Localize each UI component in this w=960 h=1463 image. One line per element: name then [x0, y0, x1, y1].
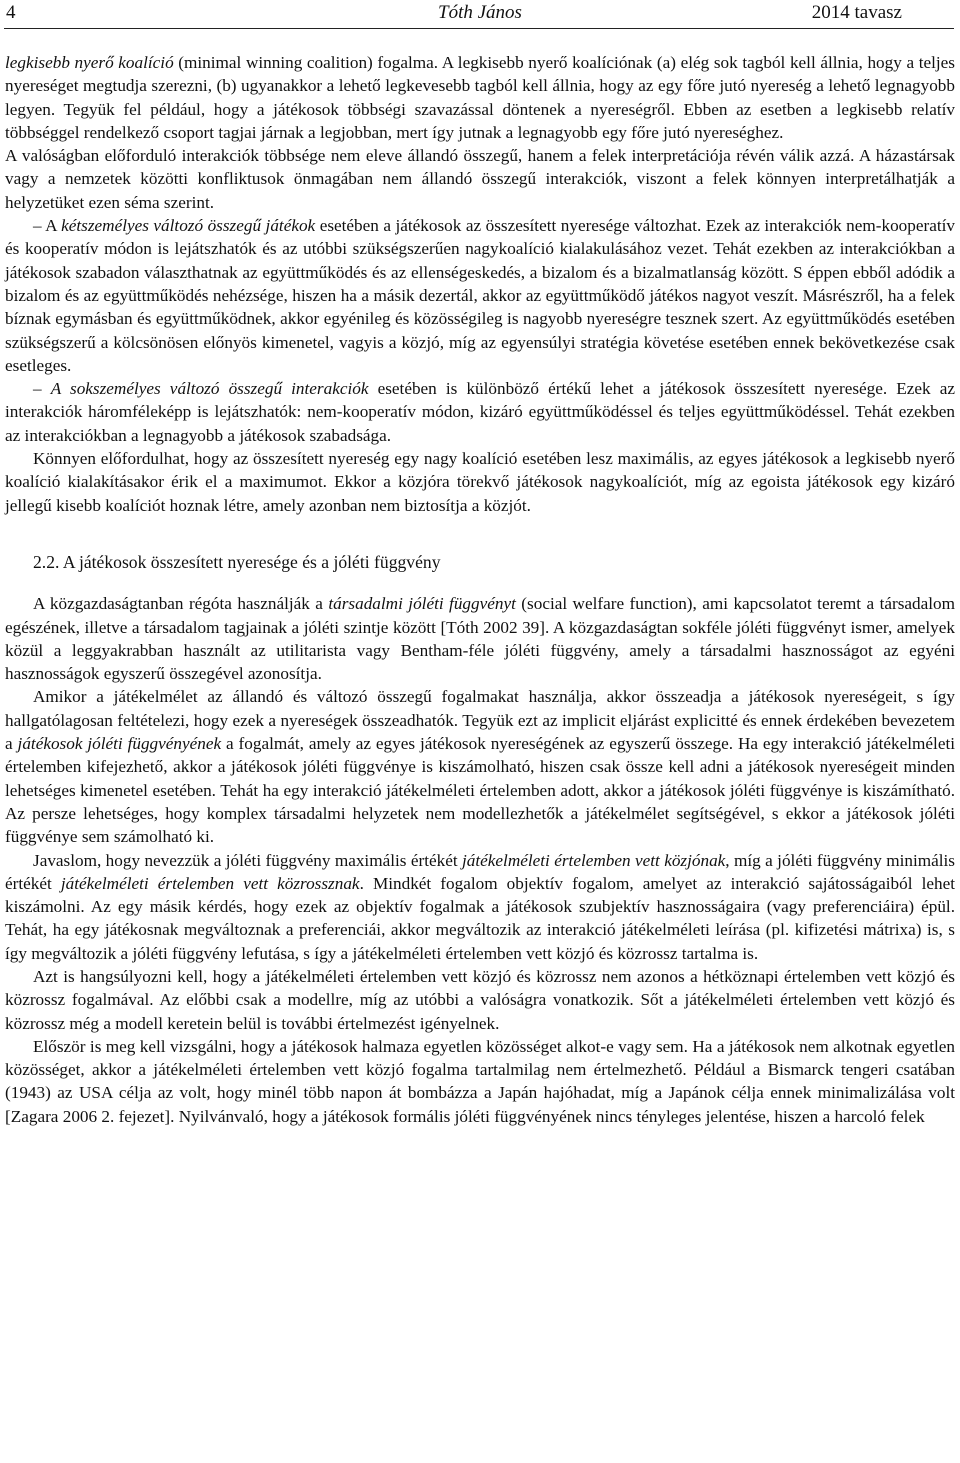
text-run: Először is meg kell vizsgálni, hogy a játékosok halmaza egyetlen közösséget alkot-e vagy sem. Ha a játékosok nem alkotnak egyetlen közösséget, akkor a játékelméleti értelemben vett közjó fogalma tartalmilag nem értelmezhető. Például a Bismarck tengeri csatában (1943) az USA célja az volt, hogy minél több napon át bombázza a Japán hajóhadat, míg a Japánok célja ennek minimalizálása volt [Zagara 2006 2. fejezet]. Nyilvánvaló, hogy a játékosok formális jóléti függvényének nincs tényleges jelentése, hiszen a harcoló felek — [5, 1036, 955, 1126]
italic-term: A sokszemélyes változó összegű interakciók — [50, 379, 369, 399]
paragraph — [5, 1035, 955, 1128]
text-run: , míg a jóléti függvény minimális értékét — [5, 850, 955, 893]
paragraph — [5, 685, 955, 848]
running-header — [0, 0, 960, 26]
paragraph — [5, 447, 955, 517]
paragraph — [5, 51, 955, 144]
page-number: 4 — [6, 2, 16, 23]
paragraph — [5, 592, 955, 685]
italic-term: játékelméleti értelemben vett közjónak — [462, 850, 726, 870]
paragraph — [5, 214, 955, 377]
section-heading: 2.2. A játékosok összesített nyeresége és a jóléti függvény — [33, 551, 441, 572]
italic-term: játékelméleti értelemben vett közrossznak — [60, 873, 360, 893]
text-run: Azt is hangsúlyozni kell, hogy a játékelméleti értelemben vett közjó és közrossz nem azonos a hétköznapi értelemben vett közjó és közrossz fogalmával. Az előbbi csak a modellre, míg az utóbbi a valóságra vonatkozik. Sőt a játékelméleti értelemben vett közjó és közrossz még a modell keretein belül is további értelmezést igényelnek. — [5, 966, 955, 1033]
section-2-text — [5, 592, 955, 1128]
text-run: Javaslom, hogy nevezzük a jóléti függvény maximális értékét — [33, 850, 463, 870]
text-run: a fogalmát, amely az egyes játékosok nyereségének az egyszerű összege. Ha egy interakció játékelméleti értelemben kifejezhető, akkor a játékosok jóléti függvénye is kiszámolható, hiszen csak össze kell adni a játékosok nyereségeit minden lehetséges kimenetel esetében. Tehát ha egy interakció játékelméleti értelemben adott, akkor a játékosok jóléti függvénye is kiszámítható. Az persze lehetséges, hogy komplex társadalmi helyzetek nem modellezhetők a játékelmélet segítségével, s ekkor a játékosok jóléti függvénye sem számolható ki. — [5, 734, 955, 847]
italic-term: játékosok jóléti függvényének — [17, 734, 222, 754]
text-run: – A — [33, 216, 62, 236]
text-run: (social welfare function), ami kapcsolatot teremt a társadalom egészének, illetve a társadalom tagjainak a jóléti szintje között [Tóth 2002 39]. A közgazdaságtan sokféle jóléti függvényt ismer, amelyek közül a leggyakrabban használt az utilitarista vagy Bentham-féle jóléti függvény, amely a társadalmi hasznosságot az egyéni hasznosságok egyszerű összegével azonosítja. — [5, 594, 955, 684]
paragraph — [5, 965, 955, 1035]
text-run: (minimal winning coalition) fogalma. A legkisebb nyerő koalíciónak (a) elég sok tagból kell állnia, hogy a teljes nyereséget megtudja szerezni, (b) ugyanakkor a lehető legkevesebb tagból kell állnia, hogy az egy főre jutó nyereség a lehető legnagyobb legyen. Tegyük fel például, hogy a játékosok többségi szavazással döntenek a nyereségről. Ebben az esetben a legkisebb relatív többséggel rendelkező csoport tagjai járnak a legjobban, mert így jutnak a legnagyobb egy főre jutó nyereséghez. — [5, 53, 955, 142]
text-run: – — [33, 379, 51, 399]
text-run: . Mindkét fogalom objektív fogalom, amelyet az interakció sajátosságaiból lehet kiszámolni. Az egy másik kérdés, hogy ezek az objektív fogalmak a játékosok szubjektív hasznosságaira (vagy preferenciáira) épül. Tehát, ha egy játékosnak megváltoznak a preferenciái, akkor megváltozik az interakció játékelméleti leírása (pl. kifizetési mátrixa) is, s így megváltozik a jóléti függvény lefutása, s így a játékelméleti értelemben vett közjó és közrossz tartalma is. — [5, 873, 955, 963]
text-run: esetében is különböző értékű lehet a játékosok összesített nyeresége. Ezek az interakciók háromféleképp is lejátszhatók: nem-kooperatív módon, kizáró együttműködéssel és teljes együttműködéssel. Tehát ezekben az interakciókban a legnagyobb a játékosok szabadsága. — [5, 379, 956, 445]
paragraph — [5, 144, 955, 214]
text-run: Amikor a játékelmélet az állandó és változó összegű fogalmakat használja, akkor összeadja a játékosok nyereségeit, s így hallgatólagosan feltételezi, hogy ezek a nyereségek összeadhatók. Tegyük ezt az implicit eljárást explicitté és ennek érdekében bevezetem a — [5, 687, 955, 754]
running-author: Tóth János — [438, 2, 522, 23]
text-run: A valóságban előforduló interakciók többsége nem eleve állandó összegű, hanem a felek interpretációja révén válik azzá. A házastársak vagy a nemzetek közötti konfliktusok önmagában nem állandó összegű interakciók, viszont a felek könnyen interpretálhatják a helyzetüket ezen séma szerint. — [5, 146, 955, 212]
text-run: esetében a játékosok az összesített nyeresége változhat. Ezek az interakciók nem-kooperatív és kooperatív módon is lejátszhatók és az utóbbi szükségszerűen nagykoalíció kialakulásához vezet. Tehát ezekben az interakciókban a játékosok szabadon választhatnak az együttműködés és az ellenségeskedés, a bizalom és a bizalmatlanság között. S éppen ebből adódik a bizalom és az együttműködés nehézsége, hiszen ha a másik dezertál, akkor az együttműködő játékos nagyot veszít. Másrészről, ha a felek bíznak egymásban és együttműködnek, akkor egyénileg és közösségileg is nagyobb nyereségre tesznek szert. Az együttműködés esetében szükségszerű a kölcsönösen előnyös kimenetel, vagyis a közjó, míg az egyensúlyi stratégia követése esetében ennek bekövetkezése csak esetleges. — [5, 216, 955, 375]
paragraph — [5, 377, 955, 447]
journal-issue: 2014 tavasz — [811, 2, 902, 23]
article-body — [5, 51, 955, 1128]
section-1-text — [5, 51, 955, 517]
italic-term: legkisebb nyerő koalíció — [5, 53, 174, 72]
text-run: A közgazdaságtanban régóta használják a — [33, 594, 329, 614]
header-rule — [4, 28, 954, 29]
paragraph — [5, 849, 955, 965]
italic-term: társadalmi jóléti függvényt — [328, 594, 516, 614]
text-run: Könnyen előfordulhat, hogy az összesített nyereség egy nagy koalíció esetében lesz maximális, az egyes játékosok a legkisebb nyerő koalíció kialakításakor érik el a maximumot. Ekkor a közjóra törekvő játékosok nagykoalíciót, míg az egoista játékosok egy kizáró jellegű kisebb koalíciót hoznak létre, amely azonban nem biztosítja a közjót. — [5, 449, 955, 515]
italic-term: kétszemélyes változó összegű játékok — [61, 216, 316, 236]
